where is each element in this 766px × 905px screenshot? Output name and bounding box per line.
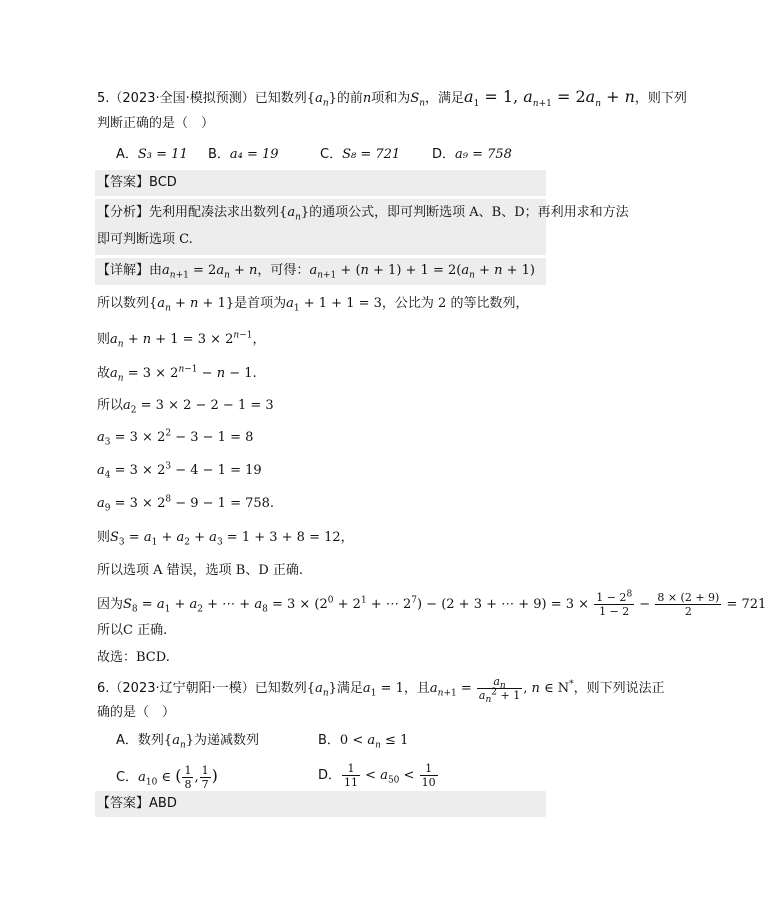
q5-source: （2023·全国·模拟预测） [109, 91, 255, 106]
q5-line-geometric: 所以数列$\{a_n + n + 1\}$是首项为$a_1 + 1 + 1 = 3$，公比为 2 的等比数列， [97, 296, 529, 314]
q5-line-general: 故$a_n = 3 \times 2^{n-1} - n - 1$. [97, 364, 257, 384]
q6-answer: 【答案】ABD [97, 796, 177, 811]
q5-line-c-correct: 所以C 正确. [97, 623, 168, 638]
q5-line-a2: 所以$a_2 = 3 \times 2 - 2 - 1 = 3$ [97, 398, 274, 416]
q5-stem-line2: 判断正确的是（ ） [97, 116, 215, 131]
q5-answer: 【答案】BCD [97, 175, 177, 190]
q6-option-a[interactable]: A．数列$\{a_n\}$为递减数列 [116, 733, 260, 751]
q5-stem-line1: 5.（2023·全国·模拟预测）已知数列$\{a_n\}$的前n项和为$S_n$，满足$a_1 = 1$, $a_{n+1} = 2a_n + n$，则下列 [97, 87, 687, 110]
q5-option-d[interactable]: D．a₉ = 758 [432, 147, 512, 162]
q5-line-a4: $a_4 = 3 \times 2^3 - 4 - 1 = 19$ [97, 461, 262, 481]
q5-line-conclusion: 所以选项 A 错误，选项 B、D 正确. [97, 563, 304, 578]
q6-stem-line2: 确的是（ ） [97, 705, 176, 720]
q6-option-d[interactable]: D． $\frac{1}{11}$ < $a_{50}$ < $\frac{1}{10}$ [318, 762, 436, 789]
q6-option-b[interactable]: B．$0 < a_n \le 1$ [318, 733, 409, 751]
q6-source: （2023·辽宁朝阳·一模） [109, 681, 255, 696]
q5-option-b[interactable]: B．a₄ = 19 [208, 147, 279, 162]
q5-option-c[interactable]: C．S₈ = 721 [320, 147, 401, 162]
q6-stem-line1: 6.（2023·辽宁朝阳·一模）已知数列$\{a_n\}$满足$a_1 = 1$，且$a_{n+1}$ = $\frac{a_n}{a_n^2 + 1}$ , n ∈ N*，则下列说法正 [97, 675, 665, 706]
q5-line-s3: 则$S_3 = a_1 + a_2 + a_3 = 1 + 3 + 8 = 12$， [97, 530, 354, 548]
q5-detail-line: 【详解】由$a_{n+1} = 2a_n + n$，可得：$a_{n+1} + (n + 1) + 1 = 2(a_n + n + 1)$ [97, 263, 535, 281]
q5-number: 5. [97, 91, 110, 106]
q5-line-s8: 因为$S_8 = a_1 + a_2$ + ⋯ + $a_8 = 3 \times (2^0 + 2^1$ + ⋯ $2^7) - (2 + 3$ + ⋯ + 9) = 3 × $\frac{1 - 2^8}{1 - 2}$ − $\frac{8 \times (2 + 9)}{2}$ = 721 [97, 589, 766, 618]
q6-option-c[interactable]: C．$a_{10}$ ∈ ( $\frac{1}{8}$ , $\frac{1}{7}$ ) [116, 764, 218, 791]
q5-option-a[interactable]: A．S₃ = 11 [116, 147, 188, 162]
q5-analysis-line1: 【分析】先利用配凑法求出数列$\{a_n\}$的通项公式，即可判断选项 A、B、D；再利用求和方法 [97, 205, 629, 223]
q5-analysis-line2: 即可判断选项 C. [97, 232, 193, 247]
q5-line-a3: $a_3 = 3 \times 2^2 - 3 - 1 = 8$ [97, 428, 254, 448]
q5-line-then: 则$a_n + n + 1 = 3 \times 2^{n-1}$， [97, 330, 266, 350]
q5-line-a9: $a_9 = 3 \times 2^8 - 9 - 1 = 758$. [97, 494, 275, 514]
q5-line-choice: 故选：BCD. [97, 650, 170, 665]
q6-number: 6. [97, 681, 110, 696]
